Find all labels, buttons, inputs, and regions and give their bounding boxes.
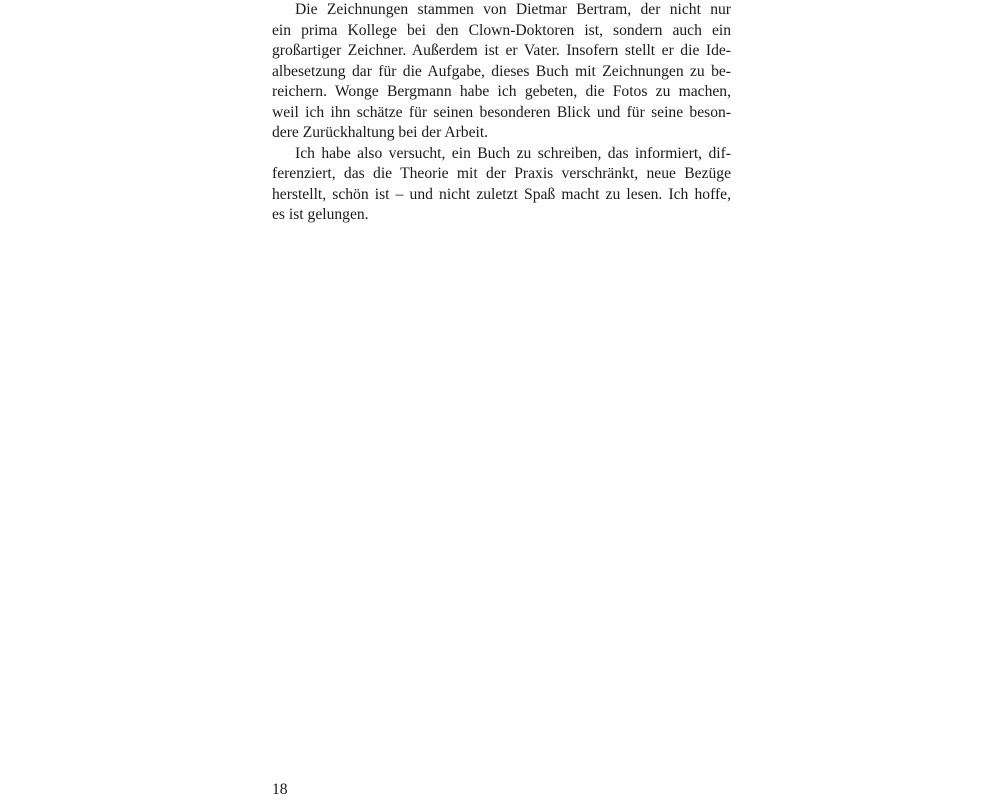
text-line: albesetzung dar für die Aufgabe, dieses Buch mit Zeichnungen zu be- [272, 62, 731, 80]
paragraph-2 [272, 144, 731, 226]
text-line: Ich habe also versucht, ein Buch zu schreiben, das informiert, dif- [295, 144, 731, 162]
paragraph-1 [272, 0, 731, 144]
body-text [272, 0, 731, 226]
text-line: Die Zeichnungen stammen von Dietmar Bertram, der nicht nur [295, 1, 731, 18]
page-number: 18 [272, 781, 288, 798]
text-line: herstellt, schön ist – und nicht zuletzt Spaß macht zu lesen. Ich hoffe, [272, 185, 731, 203]
text-line: ein prima Kollege bei den Clown-Doktoren ist, sondern auch ein [272, 21, 731, 39]
text-line: es ist gelungen. [272, 206, 369, 223]
text-line: weil ich ihn schätze für seinen besonderen Blick und für seine beson- [272, 103, 731, 121]
text-line: großartiger Zeichner. Außerdem ist er Vater. Insofern stellt er die Ide- [272, 42, 731, 59]
text-line: ferenziert, das die Theorie mit der Praxis verschränkt, neue Bezüge [272, 165, 731, 182]
text-line: dere Zurückhaltung bei der Arbeit. [272, 124, 489, 141]
text-line: reichern. Wonge Bergmann habe ich gebeten, die Fotos zu machen, [272, 83, 731, 100]
